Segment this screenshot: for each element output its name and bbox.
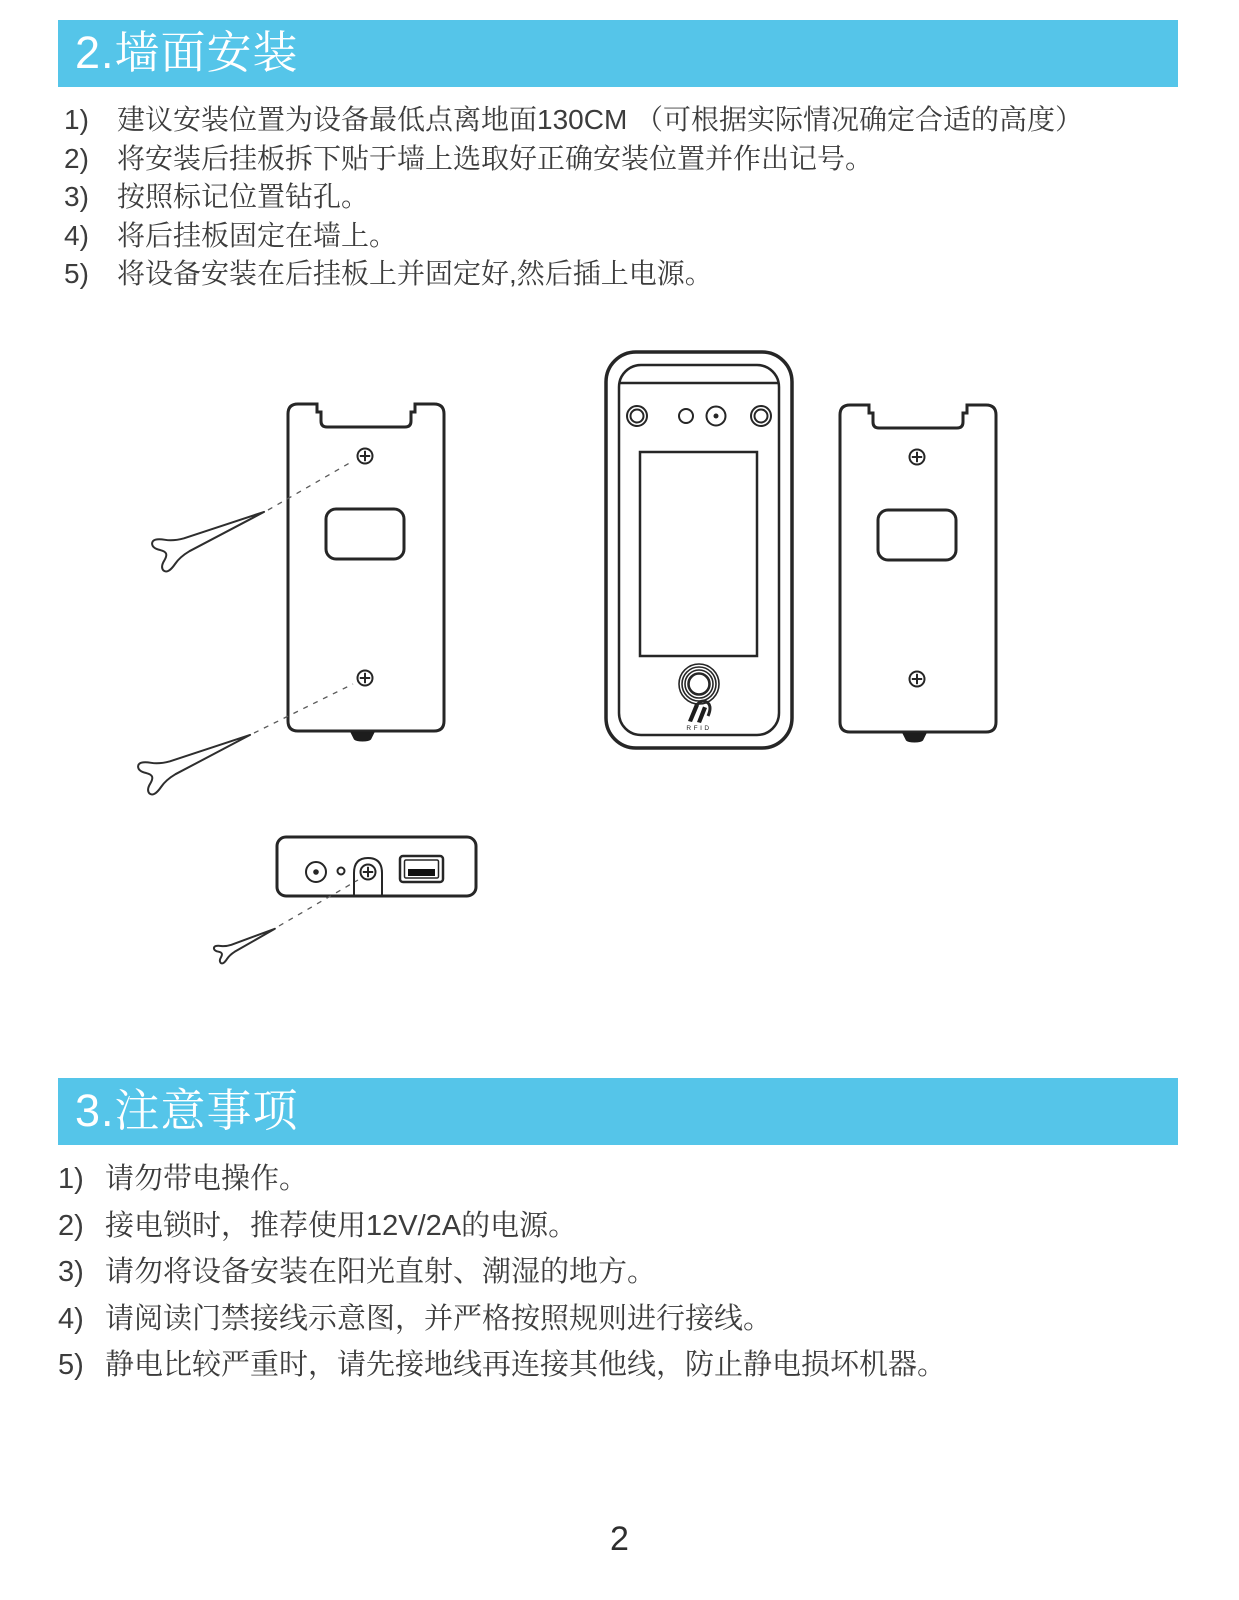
camera-lens-icon [707,407,726,426]
step-number: 4) [64,219,89,251]
step-item [64,101,1182,140]
step-item [64,255,1182,294]
note-item [58,1342,1180,1389]
page-number: 2 [610,1520,629,1558]
screen-icon [640,452,757,656]
step-text: 将后挂板固定在墙上。 [117,219,398,251]
note-item [58,1203,1180,1250]
note-text: 请勿带电操作。 [105,1163,309,1195]
section-header-wall-install [58,20,1178,87]
brand-logo-icon [688,701,710,723]
device-front-diagram [606,352,792,748]
device-bottom-view-diagram [213,837,476,964]
mounting-screw-icon [213,920,279,964]
mounting-screw-icon [151,496,271,572]
reset-hole-icon [338,868,345,875]
note-item [58,1249,1180,1296]
note-number: 1) [58,1163,84,1195]
note-item [58,1156,1180,1203]
step-number: 3) [64,181,89,212]
mounting-screw-icon [137,719,257,795]
step-text: 将设备安装在后挂板上并固定好,然后插上电源。 [117,258,713,289]
note-number: 3) [58,1256,84,1288]
fingerprint-button-icon [679,664,719,704]
step-text: 将安装后挂板拆下贴于墙上选取好正确安装位置并作出记号。 [117,142,874,174]
note-text: 请勿将设备安装在阳光直射、潮湿的地方。 [105,1256,657,1288]
note-number: 2) [58,1209,84,1242]
back-plate-left-diagram [137,404,444,796]
section-header-precautions [58,1078,1178,1145]
step-number: 2) [64,142,89,174]
step-number: 5) [64,258,89,289]
note-number: 5) [58,1349,84,1381]
note-text: 请阅读门禁接线示意图，并严格按照规则进行接线。 [105,1302,773,1335]
usb-port-icon [400,856,443,882]
step-text: 建议安装位置为设备最低点离地面130CM （可根据实际情况确定合适的高度） [117,104,1084,135]
install-steps-list [64,101,1182,294]
step-number: 1) [64,104,89,135]
camera-lens-icon [627,406,647,426]
note-number: 4) [58,1302,84,1335]
back-plate-right-diagram [840,405,996,743]
installation-diagram [0,330,1239,990]
precautions-list [58,1156,1180,1389]
note-text: 静电比较严重时，请先接地线再连接其他线，防止静电损坏机器。 [105,1349,947,1381]
screw-hole-icon [361,865,376,880]
section-title: 2.墙面安装 [75,27,299,78]
note-item [58,1296,1180,1343]
power-jack-icon [306,862,326,882]
camera-lens-icon [751,406,771,426]
section-title: 3.注意事项 [75,1085,299,1136]
step-text: 按照标记位置钻孔。 [117,181,370,212]
step-item [64,140,1182,179]
sensor-icon [679,409,693,423]
step-item [64,178,1182,217]
step-item [64,217,1182,256]
note-text: 接电锁时，推荐使用12V/2A的电源。 [105,1209,578,1242]
rfid-label: RFID [686,725,712,732]
